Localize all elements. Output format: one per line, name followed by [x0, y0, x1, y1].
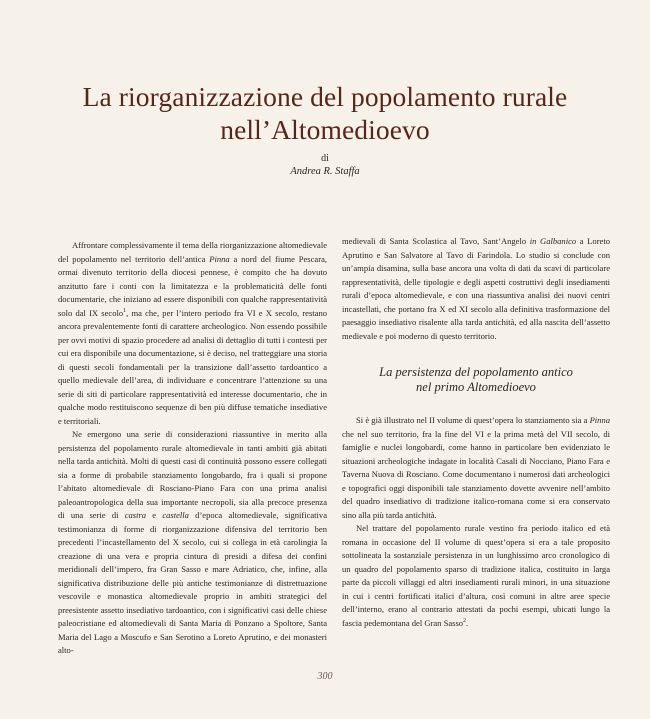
text-run: medievali di Santa Scolastica al Tavo, Sant’Angelo: [342, 236, 530, 246]
page-number: 300: [317, 671, 333, 682]
text-run: d’epoca altomedievale, significativa testimonianza di forme di riorganizzazione difensiva del territorio ben precedenti l’incastellamento del X secolo, cui si collega in età carolingia la creazione di una vera e propria cintura di presidi a difesa dei confini meridionali dell’impero, fra Gran Sasso e mare Adriatico, che, infine, alla significativa distribuzione delle più antiche testimonianze di distrettuazione vescovile e monastica altomedievale proprio in ambiti strategici del preesistente assetto insediativo tardoantico, con i significativi casi delle chiese paleocristiane ed altomedievali di Santa Maria di Ponzano a Spoltore, Santa Maria del Lago a Moscufo e San Serotino a Loreto Aprutino, e dei monasteri alto-: [58, 510, 327, 655]
author-name: Andrea R. Staffa: [290, 166, 360, 177]
text-run: a nord del fiume Pescara, ormai divenuto territorio della diocesi pennese, è compito che ha dovuto anzitutto fare i conti con la limitatezza e la problematicità delle fonti documentarie, che iniziano ad essere disponibili con qualche rappresentatività solo dal IX secolo: [58, 253, 327, 318]
paragraph-section-2: [342, 522, 610, 630]
paragraph-summary: [58, 428, 327, 658]
italic-term: in Galbanico: [529, 236, 577, 246]
byline-di: di: [321, 153, 329, 164]
footnote-ref: 1: [123, 307, 127, 314]
section-heading: [342, 365, 610, 395]
text-run: che nel suo territorio, fra la fine del VI e la prima metà del VII secolo, di famiglie e nuclei longobardi, come hanno in particolare ben evidenziato le situazioni archeologiche indagate in località Casali di Nocciano, Piano Fara e Taverna Nuova di Rosciano. Come documentano i numerosi dati archeologici e topografici oggi disponibili tale stanziamento dovette avvenire nell’ambito del quadro insediativo di tradizione italico-romana come si era conservato sino alla più tarda antichità.: [342, 428, 610, 520]
italic-term: castella: [162, 510, 189, 520]
paragraph-intro: [58, 239, 327, 428]
section-heading-line-2: nel primo Altomedioevo: [416, 380, 536, 394]
text-column-right: [342, 235, 610, 630]
text-run: a Loreto Aprutino e San Salvatore al Tavo di Farindola. Lo studio si conclude con un’ampia disamina, sulla base ancora una volta di dati da scavi di particolare rappresentatività, delle tipologie e degli aspetti costruttivi degli insediamenti rurali d’epoca altomedievale, e con una riassuntiva analisi dei nuovi centri incastellati, che portano fra X ed XI secolo alla definitiva trasformazione del paesaggio insediativo risalente alla tarda antichità, ed alla nascita dell’assetto medievale e poi moderno di questo territorio.: [342, 236, 610, 341]
text-column-left: [58, 239, 327, 658]
text-run: Affrontare complessivamente il tema della riorganizzazione altomedievale del popolamento nel territorio dell’antica: [58, 240, 327, 264]
text-run: e: [146, 510, 163, 520]
text-run: , ma che, per l’intero periodo fra VI e X secolo, restano ancora prevalentemente fonti di carattere archeologico. Non essendo possibile per ovvi motivi di spazio procedere ad analisi di dettaglio di tutti i contesti per cui era disponibile una documentazione, si è deciso, nel tratteggiare una storia di questi secoli fondamentali per la transizione dall’assetto tardoantico a quello medievale dell’area, di individuare e concentrare l’attenzione su una serie di siti di particolare rappresentatività ed interesse documentario, che in qualche modo restituiscono sequenze di ben più diffuse tematiche insediative e territoriali.: [58, 307, 328, 426]
text-run: Nel trattare del popolamento rurale vestino fra periodo italico ed età romana in occasione del II volume di quest’opera si era a tale proposito sottolineata la sostanziale persistenza in un lunghissimo arco cronologico di un quadro del popolamento sparso di tradizione italica, costituito in larga parte da piccoli villaggi ed altri insediamenti rurali minori, in una situazione in cui i centri fortificati italici d’altura, così comuni in altre aree specie dell’interno, erano al contrario attestati da pochi esempi, ubicati lungo la fascia pedemontana del Gran Sasso: [342, 523, 610, 628]
italic-term: Pinna: [589, 415, 610, 425]
paragraph-section-1: [342, 414, 610, 522]
article-title-line-1: La riorganizzazione del popolamento rurale: [82, 81, 568, 112]
text-run: Ne emergono una serie di considerazioni riassuntive in merito alla persistenza del popolamento rurale altomedievale in tanti ambiti già abitati nella tarda antichità. Molti di questi casi di continuità possono essere collegati sia a forme di probabile stanziamento longobardo, fra i quali si propone l’abitato altomedievale di Rosciano-Piano Fara con una prima analisi paleoantropologica della sua importante necropoli, sia alla precoce presenza di una serie di: [58, 429, 327, 520]
article-title: [20, 80, 630, 146]
italic-term: Pinna: [209, 253, 230, 264]
italic-term: castra: [124, 510, 147, 520]
text-run: .: [466, 617, 469, 628]
article-title-line-2: nell’Altomedioevo: [220, 114, 430, 145]
section-heading-line-1: La persistenza del popolamento antico: [379, 365, 573, 379]
footnote-ref: 2: [463, 617, 467, 624]
paragraph-continuation: [342, 235, 610, 343]
text-run: Si è già illustrato nel II volume di quest’opera lo stanziamento sia a: [356, 415, 590, 425]
